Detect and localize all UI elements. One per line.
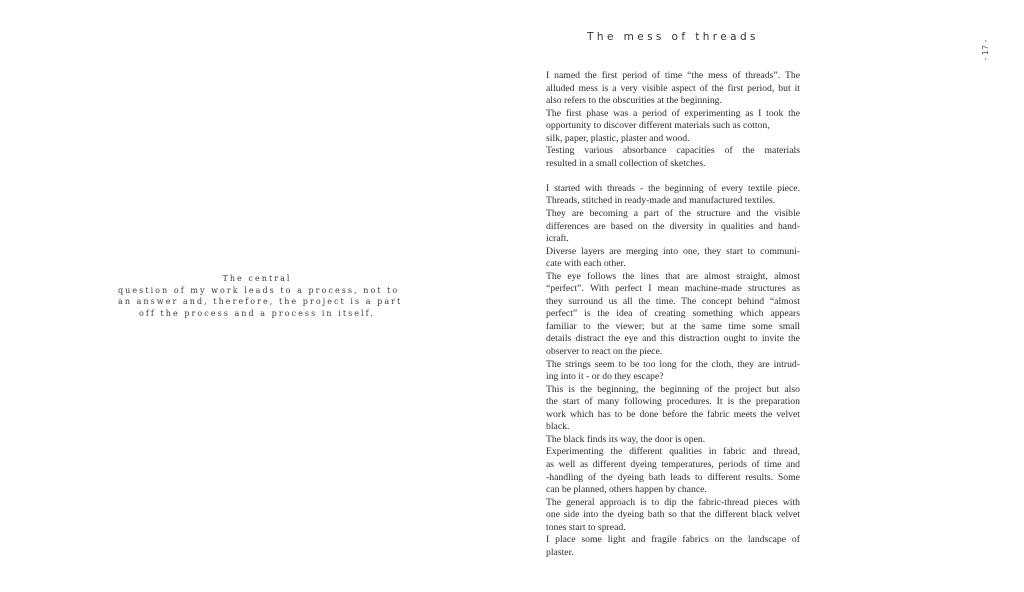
text-line: I started with threads - the beginning of every textile piece.	[546, 182, 800, 194]
text-line: observer to react on the piece.	[546, 346, 663, 358]
quote-line: question of my work leads to a process, not to	[118, 285, 400, 295]
text-line: Diverse layers are merging into one, they start to communi-	[546, 245, 800, 257]
text-line: details distract the eye and this distraction ought to invite the	[546, 333, 800, 345]
text-line: icraft.	[546, 233, 569, 245]
text-line: -handling of the dyeing bath leads to different results. Some	[546, 471, 800, 483]
text-line: black.	[546, 421, 570, 433]
chapter-title: The mess of threads	[587, 31, 759, 43]
text-line: The strings seem to be too long for the cloth, they are intrud-	[546, 358, 800, 370]
text-line: resulted in a small collection of sketches.	[546, 157, 706, 169]
text-line: familiar to the viewer; but at the same time some small	[546, 320, 800, 332]
page-number: - 17 -	[981, 39, 990, 61]
quote-line: The central	[222, 274, 292, 283]
text-line: This is the beginning, the beginning of the project but also	[546, 383, 800, 395]
quote-line: an answer and, therefore, the project is a part	[118, 297, 403, 307]
paragraph-gap	[546, 170, 800, 183]
text-line: I place some light and fragile fabrics on the landscape of	[546, 534, 800, 546]
text-line: work which has to be done before the fabric meets the velvet	[546, 408, 800, 420]
pull-quote	[118, 273, 403, 319]
text-line: The black finds its way, the door is open.	[546, 433, 706, 445]
body-text	[546, 70, 800, 559]
paragraph-2	[546, 183, 800, 559]
text-line: ing into it - or do they escape?	[546, 371, 664, 383]
text-line: can be planned, others happen by chance.	[546, 484, 707, 496]
text-line: alluded mess is a very visible aspect of the first period, but it	[546, 82, 800, 94]
text-line: as well as different dyeing temperatures, periods of time and	[546, 458, 800, 470]
text-line: The general approach is to dip the fabric-thread pieces with	[546, 496, 800, 508]
text-line: The first phase was a period of experimenting as I took the	[546, 107, 800, 119]
text-line: the start of many following procedures. It is the preparation	[546, 396, 800, 408]
text-line: The eye follows the lines that are almost straight, almost	[546, 270, 800, 282]
text-line: they surround us all the time. The concept behind “almost	[546, 295, 800, 307]
text-line: perfect” is the idea of creating something which appears	[546, 308, 800, 320]
text-line: “perfect”. With perfect I mean machine-made structures as	[546, 283, 800, 295]
text-line: silk, paper, plastic, plaster and wood.	[546, 132, 690, 144]
text-line: Threads, stitched in ready-made and manufactured textiles.	[546, 195, 776, 207]
text-line: differences are based on the diversity in qualities and hand-	[546, 220, 800, 232]
text-line: Testing various absorbance capacities of the materials	[546, 145, 800, 157]
text-line: Experimenting the different qualities in fabric and thread,	[546, 446, 800, 458]
text-line: one side into the dyeing bath so that the different black velvet	[546, 509, 800, 521]
text-line: plaster.	[546, 546, 574, 558]
text-line: They are becoming a part of the structure and the visible	[546, 208, 800, 220]
text-line: opportunity to discover different materials such as cotton,	[546, 120, 770, 132]
text-line: cate with each other.	[546, 258, 626, 270]
text-line: also refers to the obscurities at the beginning.	[546, 95, 722, 107]
paragraph-1	[546, 70, 800, 170]
quote-line: off the process and a process in itself.	[139, 308, 375, 318]
text-line: I named the first period of time “the mess of threads”. The	[546, 70, 800, 81]
text-line: tones start to spread.	[546, 521, 626, 533]
